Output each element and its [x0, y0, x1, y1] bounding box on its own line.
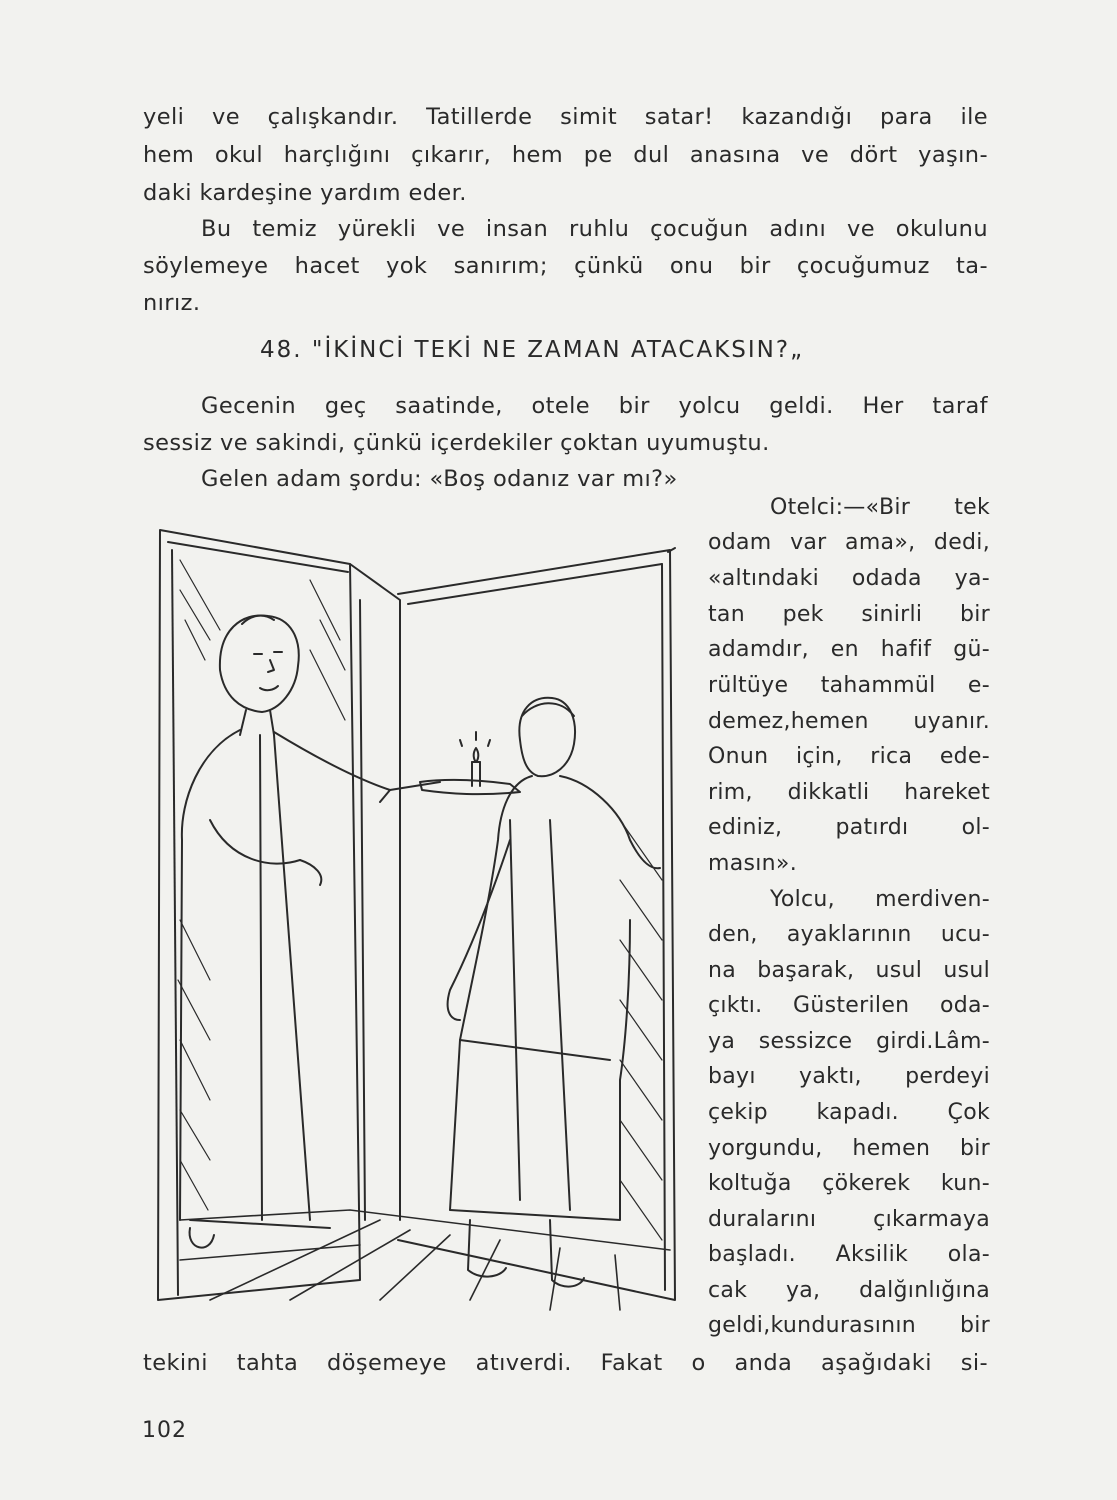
column-line: demez,hemen uyanır.	[708, 709, 990, 734]
column-line: rültüye tahammül e-	[708, 673, 990, 698]
shadow-hatching	[178, 560, 662, 1240]
column-line: ediniz, patırdı ol-	[708, 815, 990, 840]
text-line: hem okul harçlığını çıkarır, hem pe dul anasına ve dört yaşın-	[143, 142, 988, 168]
column-line: adamdır, en hafif gü-	[708, 637, 990, 662]
candle-holder	[420, 732, 520, 794]
column-line: Yolcu, merdiven-	[770, 887, 990, 912]
text-line: Gelen adam şordu: «Boş odanız var mı?»	[201, 466, 678, 492]
floor	[180, 1210, 670, 1310]
column-line: çekip kapadı. Çok	[708, 1100, 990, 1125]
section-heading: 48. "İKİNCİ TEKİ NE ZAMAN ATACAKSIN?„	[260, 337, 804, 363]
column-line: masın».	[708, 851, 797, 876]
text-line: tekini tahta döşemeye atıverdi. Fakat o anda aşağıdaki si-	[143, 1350, 988, 1376]
page-number: 102	[142, 1418, 187, 1443]
column-line: den, ayaklarının ucu-	[708, 922, 990, 947]
column-line: geldi,kundurasının bir	[708, 1313, 990, 1338]
text-line: yeli ve çalışkandır. Tatillerde simit satar! kazandığı para ile	[143, 104, 988, 130]
column-line: koltuğa çökerek kun-	[708, 1171, 990, 1196]
text-line: daki kardeşine yardım eder.	[143, 180, 467, 206]
text-line: sessiz ve sakindi, çünkü içerdekiler çoktan uyumuştu.	[143, 430, 770, 456]
column-line: bayı yaktı, perdeyi	[708, 1064, 990, 1089]
open-door	[398, 548, 675, 1300]
column-line: «altındaki odada ya-	[708, 566, 990, 591]
column-line: Otelci:—«Bir tek	[770, 495, 990, 520]
column-line: ya sessizce girdi.Lâm-	[708, 1029, 990, 1054]
column-line: Onun için, rica ede-	[708, 744, 990, 769]
column-line: odam var ama», dedi,	[708, 530, 990, 555]
column-line: çıktı. Güsterilen oda-	[708, 993, 990, 1018]
column-line: başladı. Aksilik ola-	[708, 1242, 990, 1267]
doorway-illustration	[150, 520, 690, 1320]
column-line: cak ya, dalğınlığına	[708, 1278, 990, 1303]
column-line: rim, dikkatli hareket	[708, 780, 990, 805]
text-line: Bu temiz yürekli ve insan ruhlu çocuğun adını ve okulunu	[201, 216, 988, 242]
column-line: na başarak, usul usul	[708, 958, 990, 983]
column-line: tan pek sinirli bir	[708, 602, 990, 627]
text-line: söylemeye hacet yok sanırım; çünkü onu bir çocuğumuz ta-	[143, 253, 988, 279]
column-line: duralarını çıkarmaya	[708, 1207, 990, 1232]
column-line: yorgundu, hemen bir	[708, 1136, 990, 1161]
text-line: nırız.	[143, 290, 201, 316]
text-line: Gecenin geç saatinde, otele bir yolcu geldi. Her taraf	[201, 393, 988, 419]
